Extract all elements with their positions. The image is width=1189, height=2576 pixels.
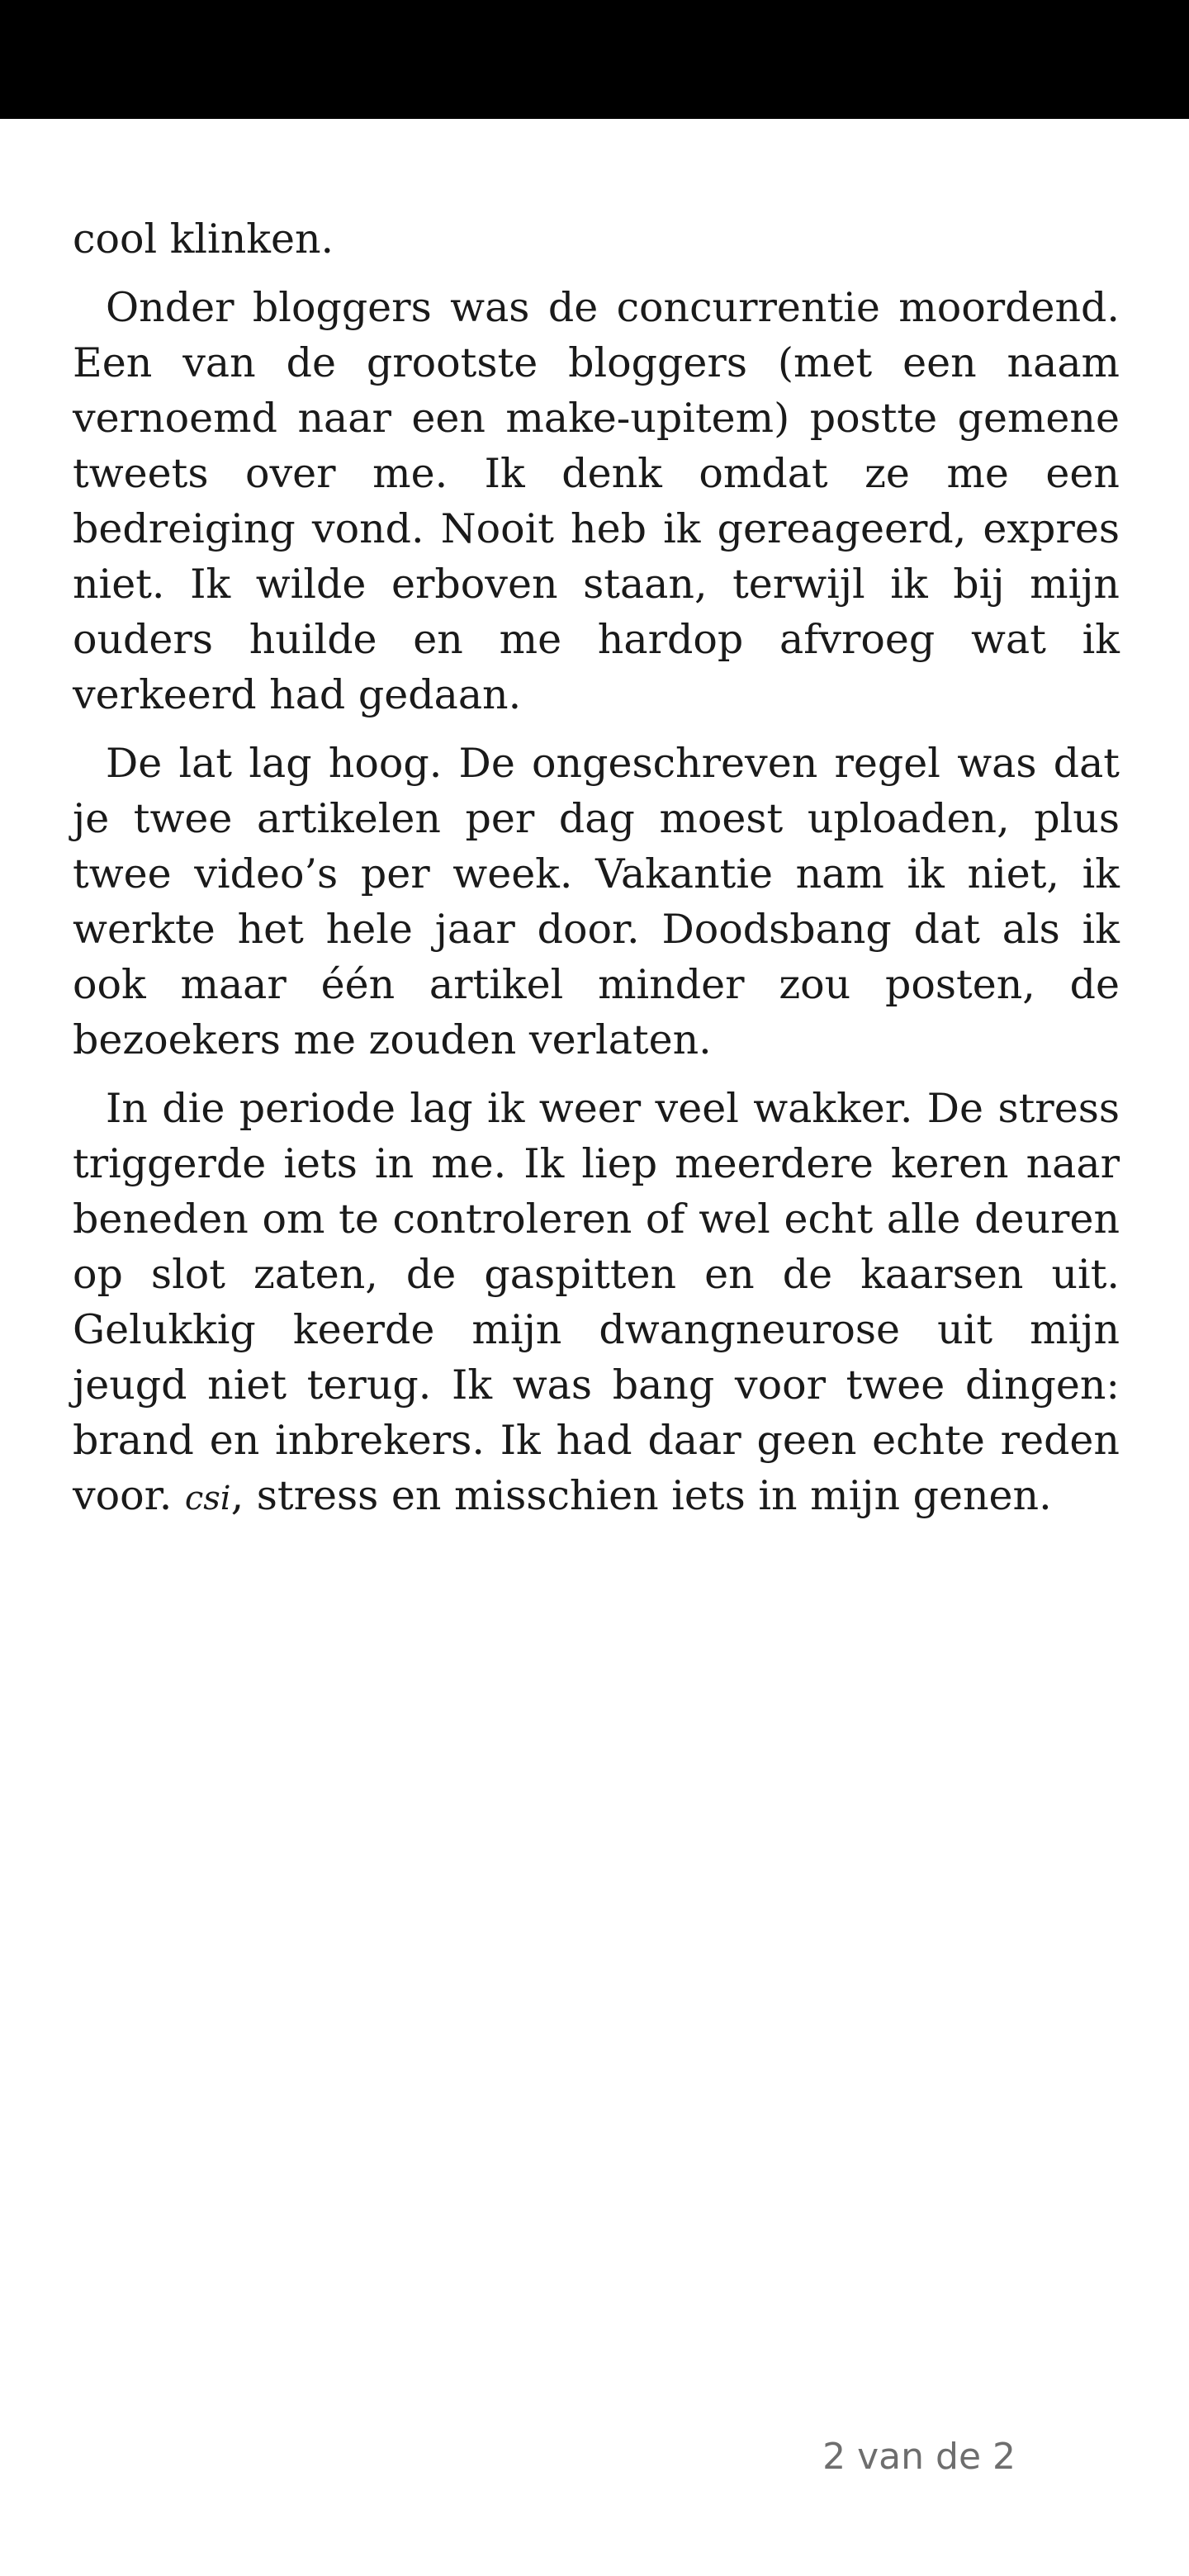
reader-page-content[interactable] bbox=[73, 211, 1120, 1540]
abbreviation-text: csi bbox=[184, 1480, 231, 1518]
reader-paragraph: Onder bloggers was de concurrentie moordend. Een van de grootste bloggers (met een naam vernoemd naar een make-upitem) postte gemene tweets over me. Ik denk omdat ze me een bedreiging vond. Nooit heb ik gereageerd, expres niet. Ik wilde erboven staan, terwijl ik bij mijn ouders huilde en me hardop afvroeg wat ik verkeerd had gedaan. bbox=[73, 284, 1120, 718]
paragraph-text: In die periode lag ik weer veel wakker. De stress triggerde iets in me. Ik liep meerdere keren naar beneden om te controleren of wel echt alle deuren op slot zaten, de gaspitten en de kaarsen uit. Gelukkig keerde mijn dwangneurose uit mijn jeugd niet terug. Ik was bang voor twee dingen: brand en inbrekers. Ik had daar geen echte reden voor. bbox=[73, 1085, 1120, 1519]
page-indicator: 2 van de 2 bbox=[822, 2436, 1016, 2478]
reader-paragraph bbox=[73, 1081, 1120, 1527]
reader-paragraph: cool klinken. bbox=[73, 215, 334, 263]
status-bar bbox=[0, 0, 1189, 119]
reader-paragraph: De lat lag hoog. De ongeschreven regel was dat je twee artikelen per dag moest uploaden, plus twee video’s per week. Vakantie nam ik niet, ik werkte het hele jaar door. Doodsbang dat als ik ook maar één artikel minder zou posten, de bezoekers me zouden verlaten. bbox=[73, 740, 1120, 1063]
paragraph-text: , stress en misschien iets in mijn genen. bbox=[230, 1472, 1052, 1519]
